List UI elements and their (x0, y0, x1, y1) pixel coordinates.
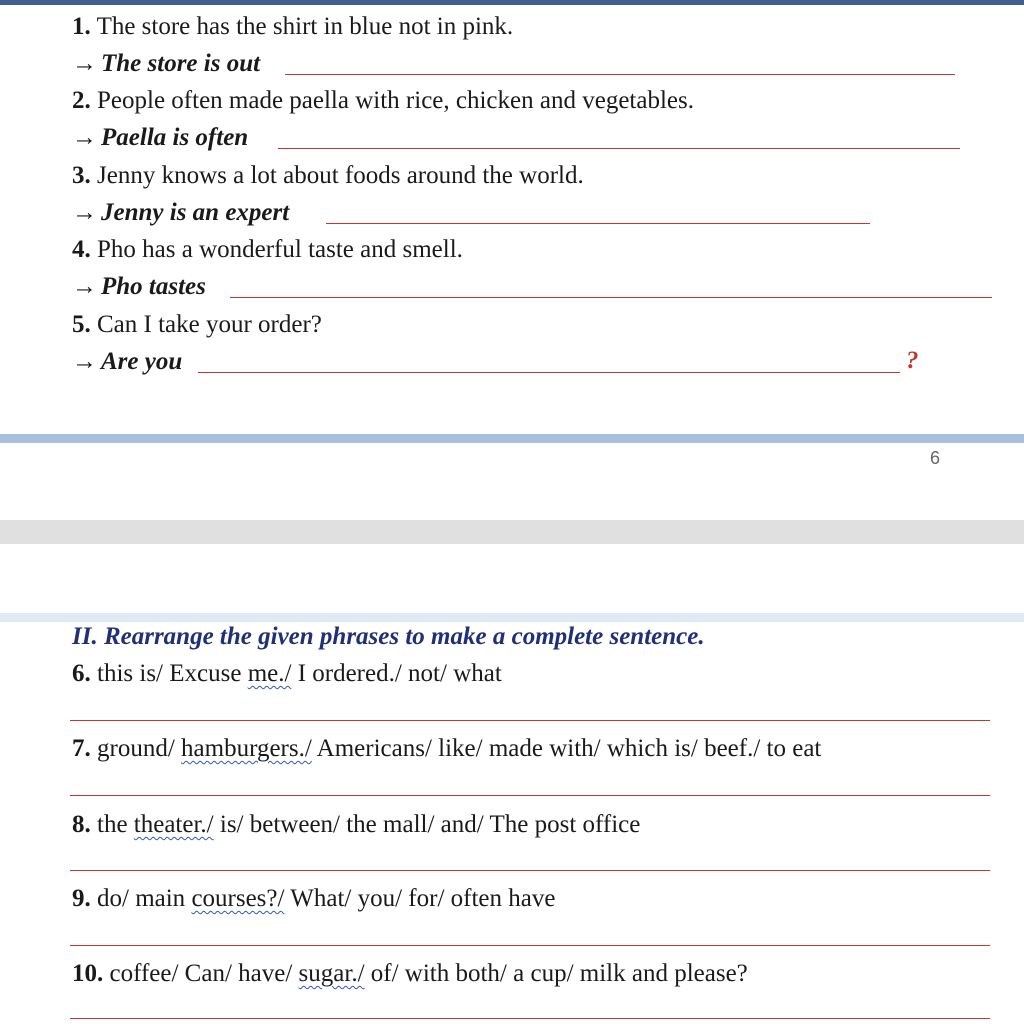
prompt-text: Are you (101, 348, 183, 375)
answer-blank-3[interactable] (326, 223, 870, 224)
question-1 (72, 12, 513, 42)
question-sentence: Can I take your order? (97, 311, 322, 338)
answer-line-10[interactable] (70, 1018, 990, 1019)
answer-line-8[interactable] (70, 870, 990, 871)
question-number: 8. (72, 811, 91, 838)
divider-band (0, 434, 1024, 443)
prompt-text: Paella is often (101, 124, 249, 151)
answer-line-6[interactable] (70, 720, 990, 721)
arrow-icon: → (72, 273, 97, 300)
answer-line-7[interactable] (70, 795, 990, 796)
question-number: 5. (72, 311, 91, 338)
underlined-phrase: courses?/ (191, 885, 285, 912)
question-2 (72, 86, 694, 116)
arrow-icon: → (72, 348, 97, 375)
answer-prompt-2 (72, 123, 248, 153)
answer-prompt-4 (72, 272, 206, 302)
underlined-phrase: me./ (247, 660, 292, 687)
question-number: 10. (72, 960, 104, 987)
answer-blank-2[interactable] (278, 148, 960, 149)
answer-blank-5[interactable] (198, 372, 900, 373)
phrase-after: is/ between/ the mall/ and/ The post office (213, 811, 641, 838)
phrase-before: do/ main (97, 885, 192, 912)
question-number: 2. (72, 87, 91, 114)
underlined-phrase: sugar./ (298, 960, 365, 987)
question-number: 3. (72, 162, 91, 189)
phrase-before: the (97, 811, 134, 838)
question-number: 1. (72, 13, 91, 40)
question-sentence: The store has the shirt in blue not in pink. (96, 13, 514, 40)
arrow-icon: → (72, 50, 97, 77)
answer-blank-4[interactable] (230, 297, 992, 298)
underlined-phrase: hamburgers./ (181, 735, 312, 762)
prompt-text: Jenny is an expert (101, 199, 290, 226)
question-sentence: People often made paella with rice, chicken and vegetables. (97, 87, 694, 114)
rearrange-item-9 (72, 884, 555, 914)
question-4 (72, 235, 463, 265)
prompt-text: The store is out (101, 50, 261, 77)
question-sentence: Pho has a wonderful taste and smell. (97, 236, 463, 263)
answer-prompt-3 (72, 198, 289, 228)
page-number: 6 (930, 448, 941, 468)
section-heading: II. Rearrange the given phrases to make a complete sentence. (72, 623, 705, 650)
divider-band-light (0, 613, 1024, 622)
phrase-before: this is/ Excuse (97, 660, 248, 687)
rearrange-item-8 (72, 810, 640, 840)
phrase-after: I ordered./ not/ what (291, 660, 502, 687)
question-number: 6. (72, 660, 91, 687)
phrase-after: of/ with both/ a cup/ milk and please? (364, 960, 748, 987)
phrase-after: Americans/ like/ made with/ which is/ beef./ to eat (311, 735, 822, 762)
arrow-icon: → (72, 199, 97, 226)
rearrange-item-7 (72, 734, 821, 764)
phrase-before: ground/ (97, 735, 182, 762)
prompt-text: Pho tastes (101, 273, 206, 300)
answer-prompt-5 (72, 347, 182, 377)
answer-prompt-1 (72, 49, 260, 79)
question-mark: ? (906, 347, 919, 374)
phrase-before: coffee/ Can/ have/ (109, 960, 299, 987)
question-3 (72, 161, 584, 191)
top-border (0, 0, 1024, 5)
answer-blank-1[interactable] (285, 74, 955, 75)
arrow-icon: → (72, 124, 97, 151)
question-5 (72, 310, 322, 340)
question-number: 4. (72, 236, 91, 263)
page-gap (0, 520, 1024, 544)
rearrange-item-10 (72, 959, 748, 989)
question-number: 7. (72, 735, 91, 762)
question-sentence: Jenny knows a lot about foods around the world. (97, 162, 584, 189)
underlined-phrase: theater./ (133, 811, 214, 838)
rearrange-item-6 (72, 659, 502, 689)
answer-line-9[interactable] (70, 945, 990, 946)
question-number: 9. (72, 885, 91, 912)
phrase-after: What/ you/ for/ often have (284, 885, 556, 912)
